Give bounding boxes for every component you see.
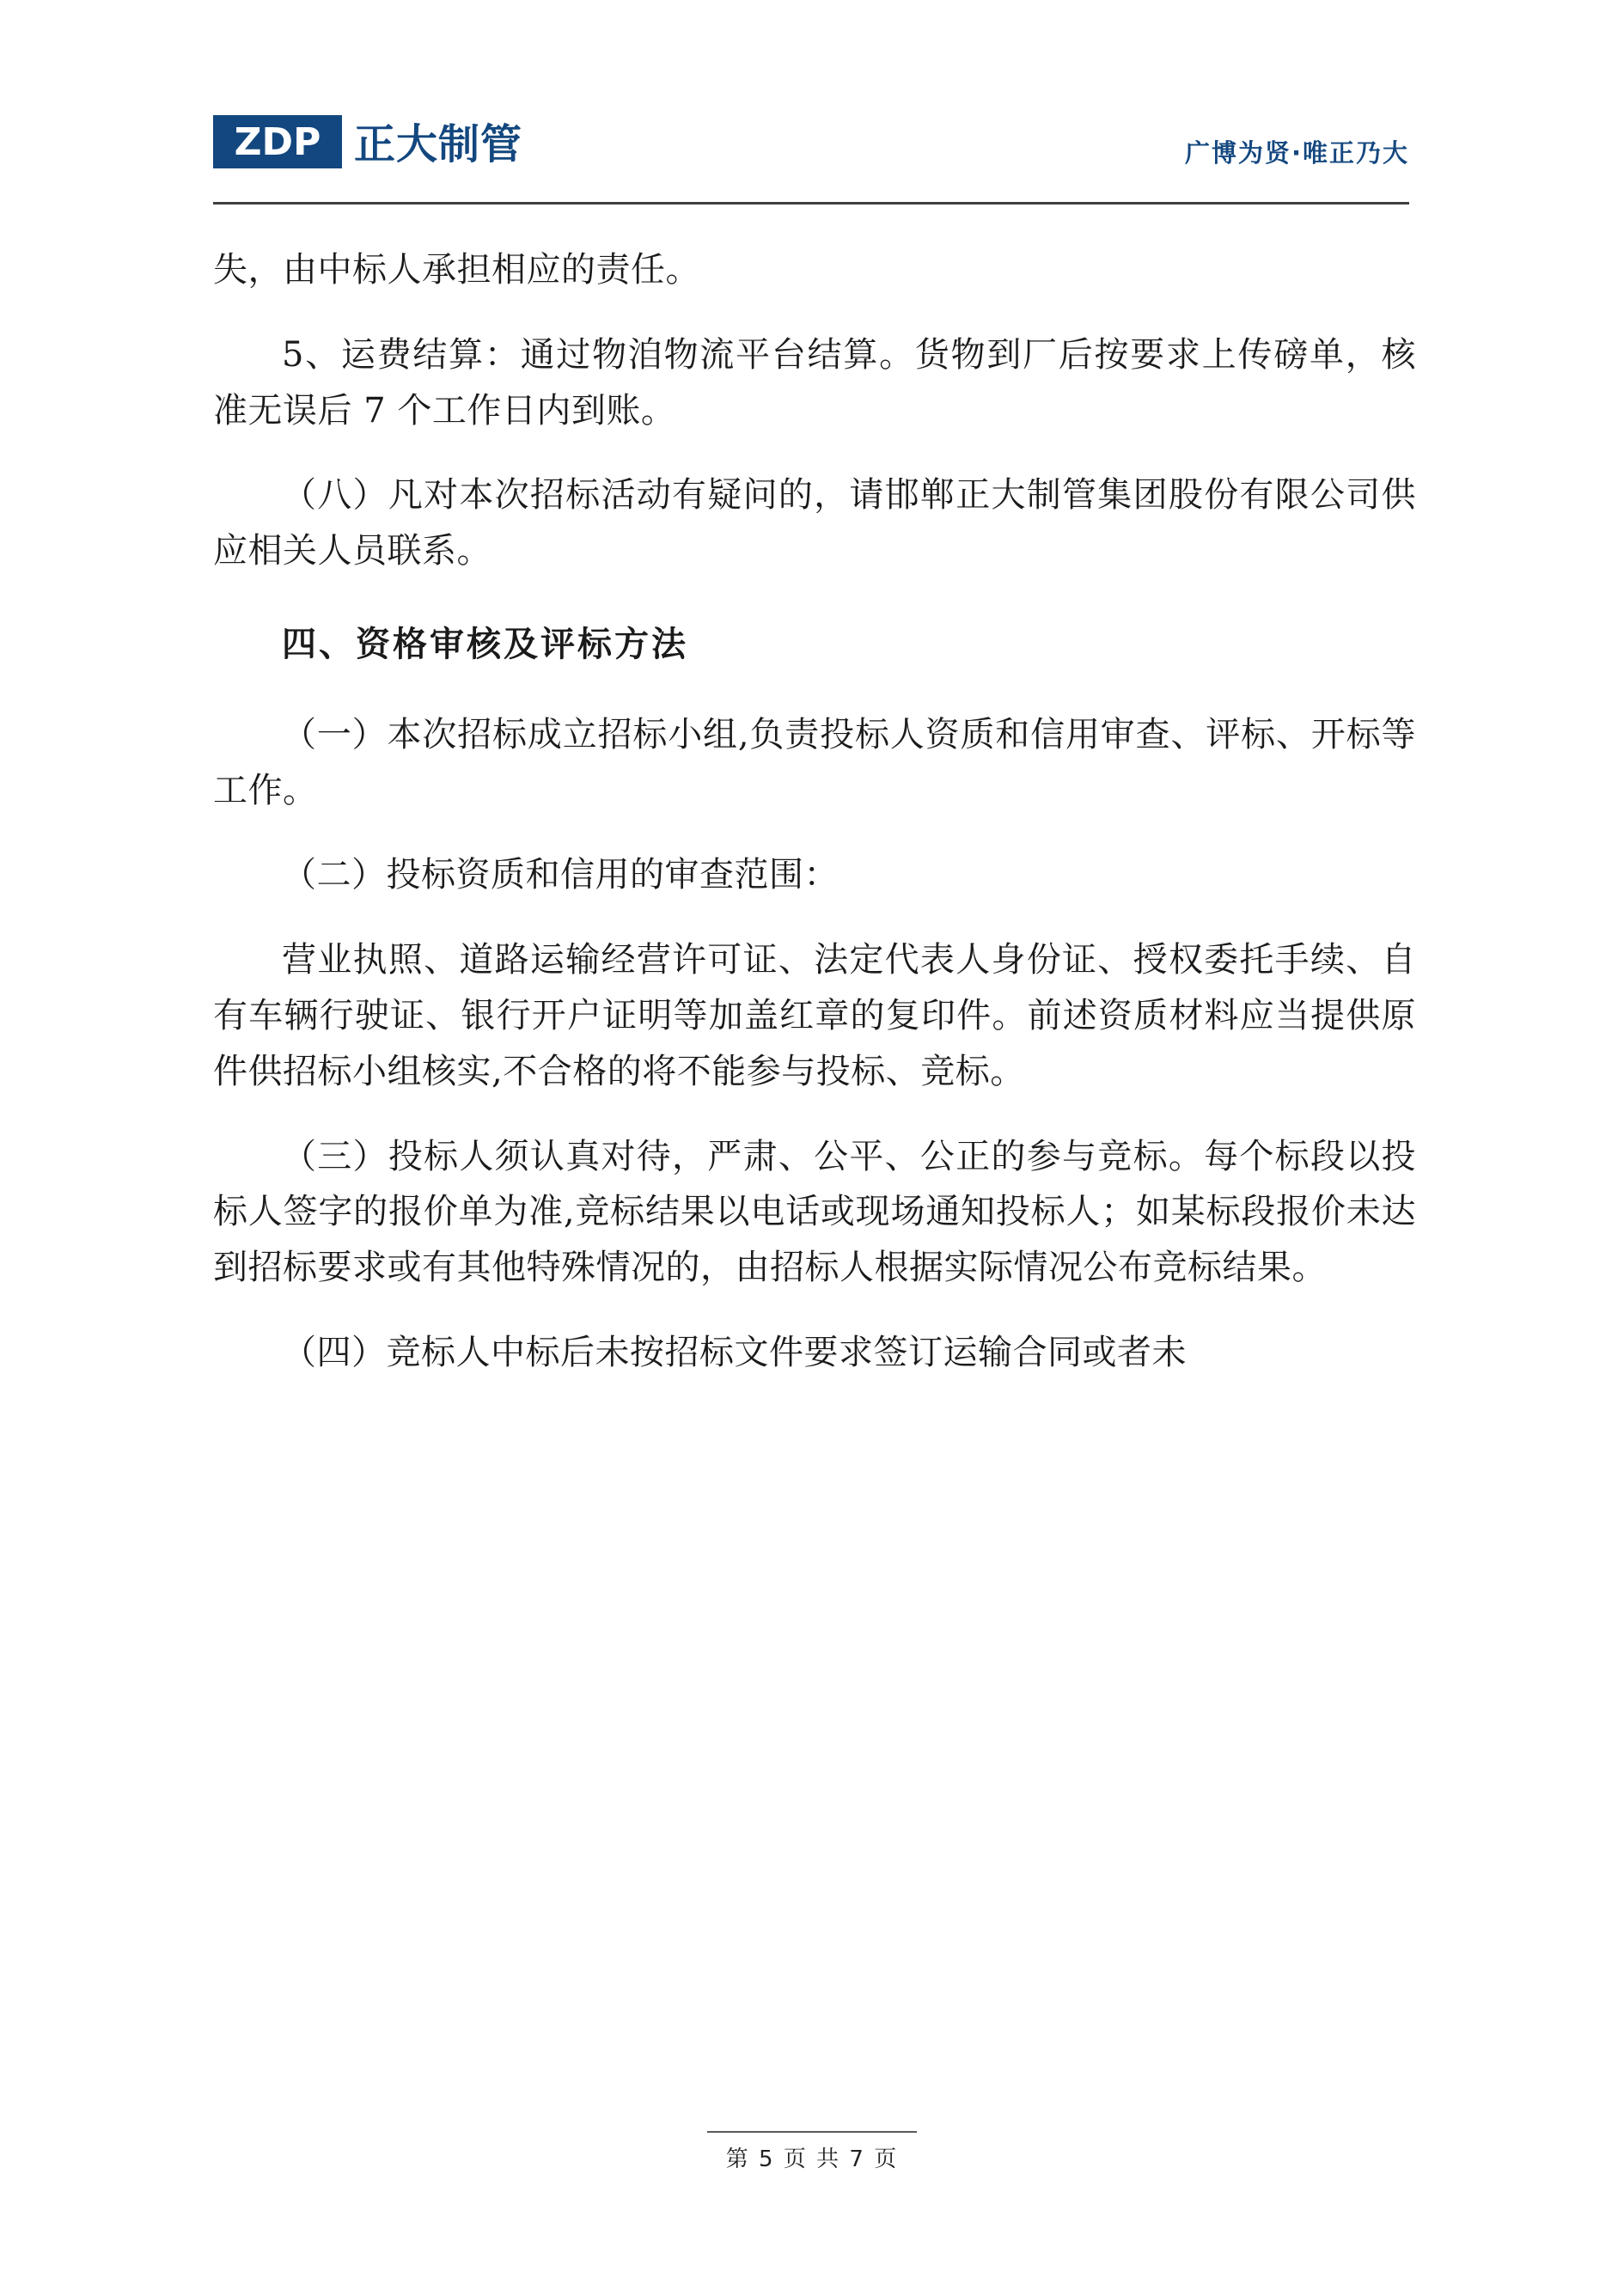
document-body [213, 242, 1416, 1410]
section-heading: 四、资格审核及评标方法 [282, 623, 688, 664]
company-name-cn: 正大制管 [354, 119, 523, 168]
paragraph: 营业执照、道路运输经营许可证、法定代表人身份证、授权委托手续、自有车辆行驶证、银行开户证明等加盖红章的复印件。前述资质材料应当提供原件供招标小组核实,不合格的将不能参与投标、竞标。 [213, 940, 1416, 1091]
paragraph: 5、运费结算：通过物洎物流平台结算。货物到厂后按要求上传磅单，核准无误后 7 个工作日内到账。 [213, 334, 1416, 430]
paragraph: （二）投标资质和信用的审查范围： [282, 855, 839, 895]
paragraph: 失，由中标人承担相应的责任。 [213, 250, 700, 290]
page-footer [0, 2131, 1624, 2173]
page-header [213, 110, 1409, 205]
svg-text:ZDP: ZDP [234, 120, 321, 164]
paragraph: （一）本次招标成立招标小组,负责投标人资质和信用审查、评标、开标等工作。 [213, 714, 1416, 810]
company-logo [213, 115, 522, 173]
company-slogan: 广博为贤·唯正乃大 [1184, 138, 1409, 168]
paragraph: （八）凡对本次招标活动有疑问的，请邯郸正大制管集团股份有限公司供应相关人员联系。 [213, 475, 1416, 571]
paragraph: （三）投标人须认真对待，严肃、公平、公正的参与竞标。每个标段以投标人签字的报价单为准,竞标结果以电话或现场通知投标人；如某标段报价未达到招标要求或有其他特殊情况的，由招标人根据实际情况公布竞标结果。 [213, 1136, 1416, 1288]
paragraph: （四）竞标人中标后未按招标文件要求签订运输合同或者未 [282, 1332, 1187, 1372]
zdp-logo-icon [213, 115, 342, 173]
page-number: 第 5 页 共 7 页 [707, 2131, 917, 2173]
